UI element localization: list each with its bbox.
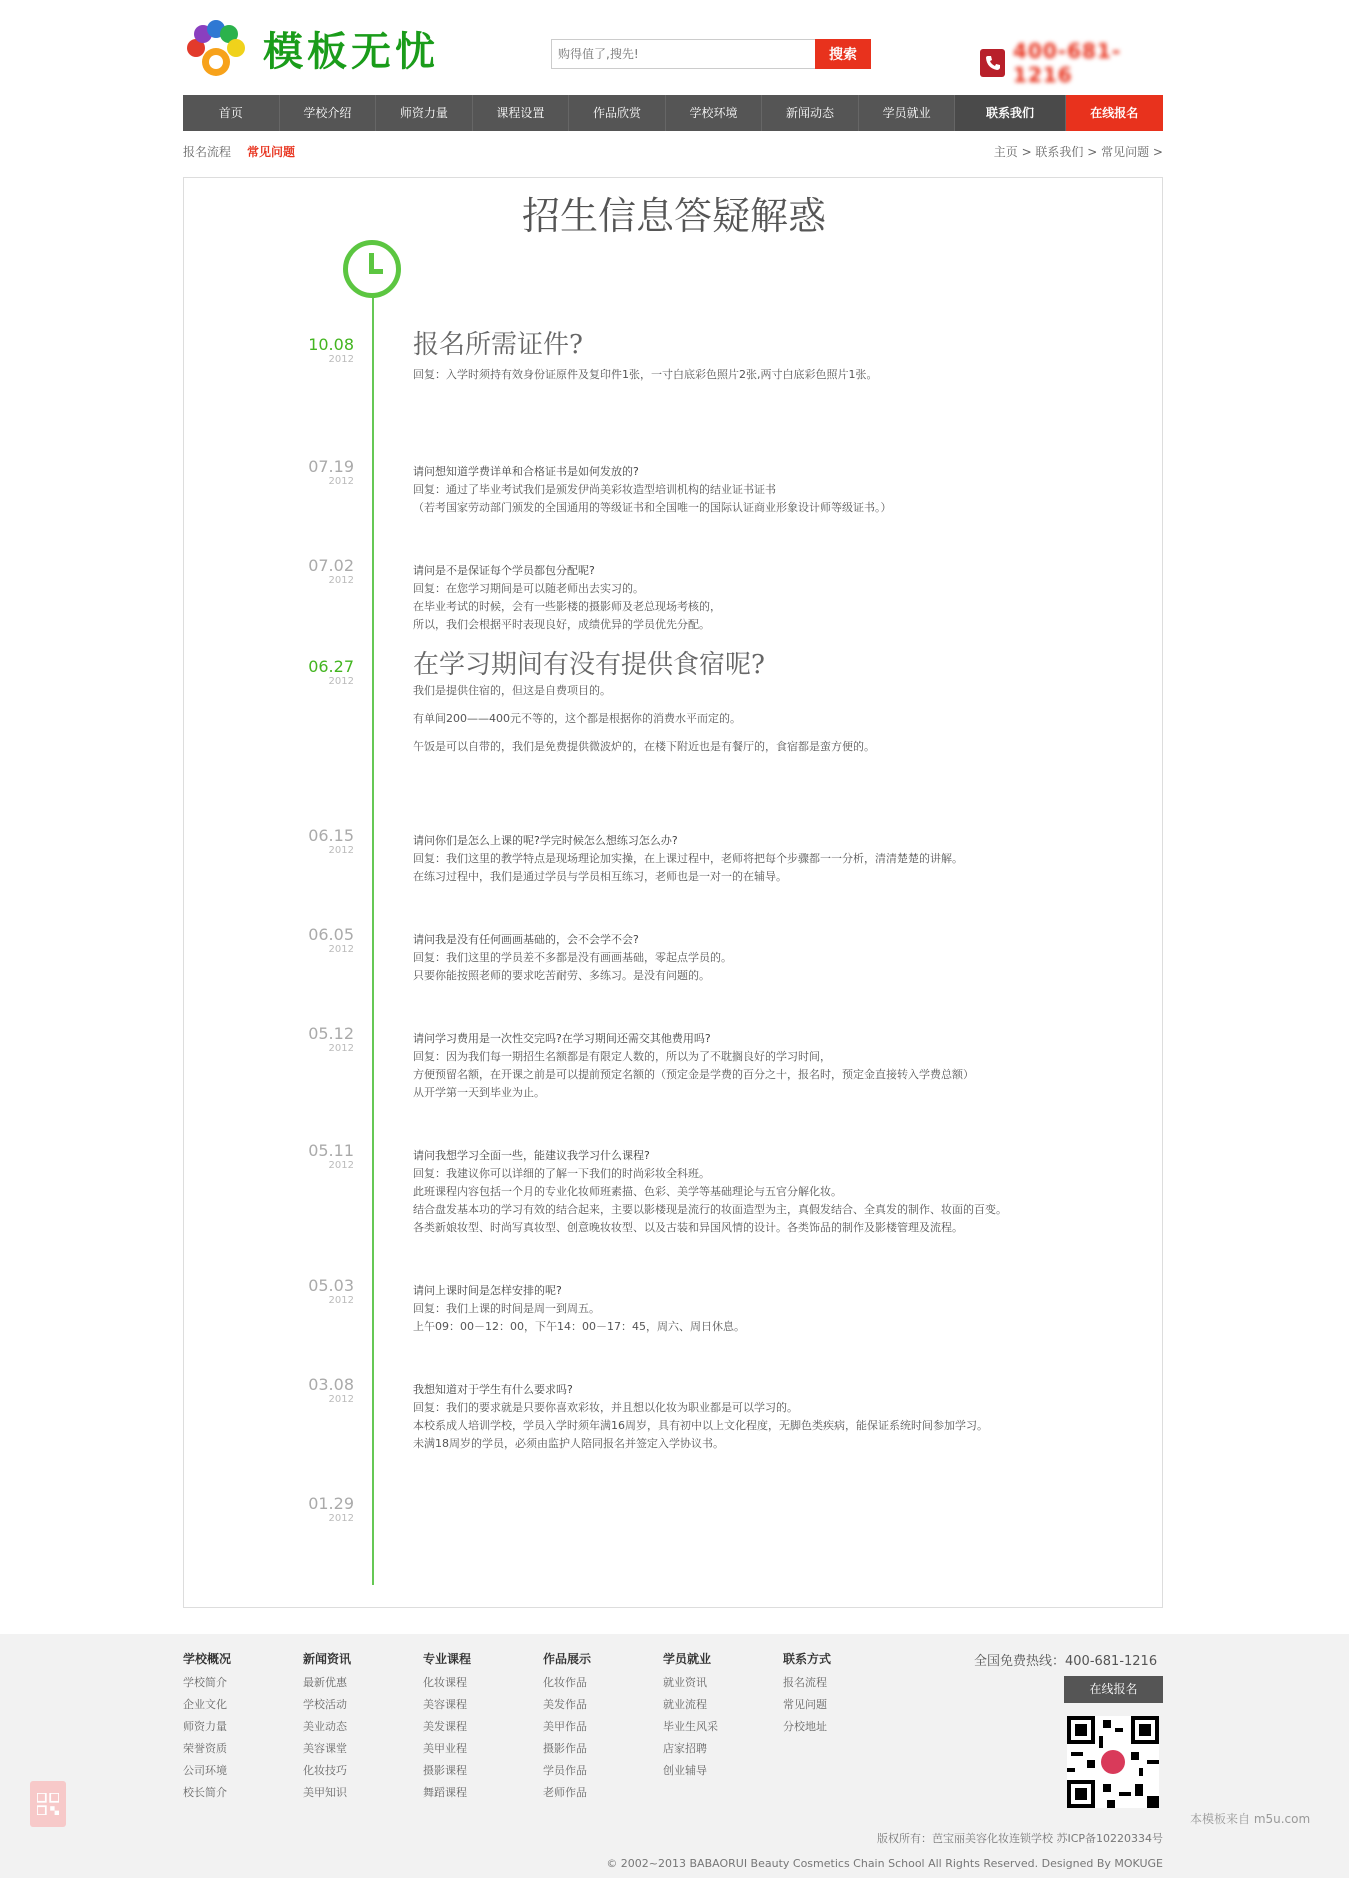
footer-link[interactable]: 舞蹈课程: [423, 1786, 467, 1799]
entry-question: 在学习期间有没有提供食宿呢?: [413, 650, 765, 680]
entry-line: 回复：我们这里的学员差不多都是没有画画基础，零起点学员的。: [413, 951, 732, 964]
footer-link[interactable]: 就业流程: [663, 1698, 707, 1711]
entry-date: [264, 658, 354, 688]
entry-content: [413, 931, 1103, 985]
footer-link[interactable]: 创业辅导: [663, 1764, 707, 1777]
entry-question: 请问上课时间是怎样安排的呢?: [413, 1284, 562, 1297]
entry-year: 2012: [328, 575, 354, 586]
entry-date: [264, 458, 354, 488]
entry-content: [413, 832, 1103, 886]
entry-day: 10.08: [308, 335, 354, 354]
entry-line: 从开学第一天到毕业为止。: [413, 1086, 545, 1099]
watermark: 本模板来自 m5u.com: [1190, 1812, 1311, 1826]
footer-link[interactable]: 美甲业程: [423, 1742, 467, 1755]
entry-line: 回复：我们的要求就是只要你喜欢彩妆，并且想以化妆为职业都是可以学习的。: [413, 1401, 798, 1414]
entry-line: 回复：我建议你可以详细的了解一下我们的时尚彩妆全科班。: [413, 1167, 710, 1180]
entry-line: 午饭是可以自带的，我们是免费提供微波炉的，在楼下附近也是有餐厅的，食宿都是蛮方便的。: [413, 740, 875, 753]
entry-year: 2012: [328, 676, 354, 687]
entry-line: 在练习过程中，我们是通过学员与学员相互练习，老师也是一对一的在辅导。: [413, 870, 787, 883]
entry-day: 01.29: [308, 1494, 354, 1513]
footer-col-title: 学校概况: [183, 1652, 232, 1666]
search-input[interactable]: [551, 39, 815, 69]
entry-line: 各类新娘妆型、时尚写真妆型、创意晚妆妆型、以及古装和异国风情的设计。各类饰品的制作及影楼管理及流程。: [413, 1221, 963, 1234]
entry-date: [264, 1277, 354, 1307]
footer-col-works: [543, 1650, 663, 1804]
logo[interactable]: [183, 18, 439, 78]
entry-year: 2012: [328, 1295, 354, 1306]
entry-year: 2012: [328, 476, 354, 487]
entry-question: 我想知道对于学生有什么要求吗?: [413, 1383, 573, 1396]
timeline-line: [372, 285, 374, 1585]
footer-link[interactable]: 企业文化: [183, 1698, 227, 1711]
entry-line: 回复：我们这里的教学特点是现场理论加实操，在上课过程中，老师将把每个步骤都一一分析，清清楚楚的讲解。: [413, 852, 963, 865]
page-title: 招生信息答疑解惑: [521, 194, 826, 238]
nav-contact[interactable]: 联系我们: [955, 95, 1065, 131]
entry-year: 2012: [328, 1160, 354, 1171]
nav-employment[interactable]: 学员就业: [859, 95, 956, 131]
entry-question: 请问想知道学费详单和合格证书是如何发放的?: [413, 465, 639, 478]
footer-link[interactable]: 美甲知识: [303, 1786, 347, 1799]
entry-content: [413, 1282, 1103, 1336]
entry-line: 回复：我们上课的时间是周一到周五。: [413, 1302, 600, 1315]
entry-day: 05.12: [308, 1024, 354, 1043]
nav-faculty[interactable]: 师资力量: [376, 95, 473, 131]
entry-line: 结合盘发基本功的学习有效的结合起来，主要以影楼现是流行的妆面造型为主，真假发结合、全真发的制作、妆面的百变。: [413, 1203, 1007, 1216]
entry-question: 请问学习费用是一次性交完吗?在学习期间还需交其他费用吗?: [413, 1032, 711, 1045]
footer-link[interactable]: 化妆技巧: [303, 1764, 347, 1777]
footer-link[interactable]: 校长简介: [183, 1786, 227, 1799]
nav-works[interactable]: 作品欣赏: [569, 95, 666, 131]
qr-code-icon: [1067, 1716, 1159, 1808]
entry-date: [264, 1025, 354, 1055]
entry-year: 2012: [328, 1513, 354, 1524]
copyright-line: © 2002~2013 BABAORUI Beauty Cosmetics Chain School All Rights Reserved. Designed By MOKUGE: [606, 1857, 1163, 1870]
sub-link-faq[interactable]: 常见问题: [247, 145, 296, 159]
entry-line: 回复：因为我们每一期招生名额都是有限定人数的，所以为了不耽搁良好的学习时间，: [413, 1050, 831, 1063]
entry-line: 方便预留名额，在开课之前是可以提前预定名额的（预定金是学费的百分之十，报名时，预定金直接转入学费总额）: [413, 1068, 974, 1081]
footer-col-title: 学员就业: [663, 1652, 712, 1666]
entry-content: [413, 328, 1103, 384]
phone-icon: [980, 49, 1005, 77]
footer-col-title: 作品展示: [543, 1652, 592, 1666]
entry-question: 报名所需证件?: [413, 330, 583, 360]
footer-link[interactable]: 分校地址: [783, 1720, 827, 1733]
entry-content: [413, 648, 1103, 766]
footer-col-courses: [423, 1650, 543, 1804]
entry-content: [413, 1030, 1103, 1102]
nav-environment[interactable]: 学校环境: [666, 95, 763, 131]
footer-columns: [183, 1650, 903, 1804]
entry-date: [264, 1495, 354, 1525]
footer-link[interactable]: 美容课堂: [303, 1742, 347, 1755]
sub-link-signup-process[interactable]: 报名流程: [183, 145, 232, 159]
footer-link[interactable]: 店家招聘: [663, 1742, 707, 1755]
footer-link[interactable]: 学校简介: [183, 1676, 227, 1689]
entry-line: 上午09：00－12：00，下午14：00－17：45，周六、周日休息。: [413, 1320, 745, 1333]
entry-day: 03.08: [308, 1375, 354, 1394]
nav-courses[interactable]: 课程设置: [473, 95, 570, 131]
nav-news[interactable]: 新闻动态: [762, 95, 859, 131]
footer-link[interactable]: 师资力量: [183, 1720, 227, 1733]
sub-bar: [183, 131, 1163, 171]
entry-line: 所以，我们会根据平时表现良好，成绩优异的学员优先分配。: [413, 618, 710, 631]
entry-content: [413, 463, 1103, 517]
entry-content: [413, 1381, 1103, 1453]
search-bar: [551, 39, 871, 69]
entry-year: 2012: [328, 354, 354, 365]
footer-link[interactable]: 美业动态: [303, 1720, 347, 1733]
entry-line: 未满18周岁的学员，必须由监护人陪同报名并签定入学协议书。: [413, 1437, 724, 1450]
footer-hotline: 全国免费热线：400-681-1216: [974, 1654, 1158, 1669]
entry-year: 2012: [328, 845, 354, 856]
footer-link[interactable]: 常见问题: [783, 1698, 827, 1711]
footer-col-contact: [783, 1650, 903, 1804]
footer-link[interactable]: 报名流程: [783, 1676, 827, 1689]
entry-line: 回复：在您学习期间是可以随老师出去实习的。: [413, 582, 644, 595]
entry-line: 本校系成人培训学校，学员入学时须年满16周岁，具有初中以上文化程度，无脚色类疾病，能保证系统时间参加学习。: [413, 1419, 988, 1432]
entry-year: 2012: [328, 944, 354, 955]
footer-link[interactable]: 化妆课程: [423, 1676, 467, 1689]
entry-line: 在毕业考试的时候，会有一些影楼的摄影师及老总现场考核的，: [413, 600, 721, 613]
entry-date: [264, 1376, 354, 1406]
footer-col-employment: [663, 1650, 783, 1804]
logo-text: 模板无忧: [263, 28, 439, 75]
footer-link[interactable]: 美发课程: [423, 1720, 467, 1733]
footer-link[interactable]: 美甲作品: [543, 1720, 587, 1733]
entry-content: [413, 1147, 1103, 1237]
side-qr-button[interactable]: [30, 1781, 66, 1827]
footer-link[interactable]: 摄影作品: [543, 1742, 587, 1755]
footer-col-title: 专业课程: [423, 1652, 472, 1666]
nav-school-intro[interactable]: 学校介绍: [280, 95, 377, 131]
entry-line: （若考国家劳动部门颁发的全国通用的等级证书和全国唯一的国际认证商业形象设计师等级证书。）: [413, 501, 892, 514]
search-button[interactable]: 搜索: [815, 39, 871, 69]
entry-date: [264, 336, 354, 366]
copyright-line: 版权所有：芭宝丽美容化妆连锁学校 苏ICP备10220334号: [876, 1832, 1163, 1845]
main-nav: [183, 95, 1163, 131]
phone-number: 400-681-1216: [1013, 39, 1122, 87]
entry-line: 此班课程内容包括一个月的专业化妆师班素描、色彩、美学等基础理论与五官分解化妆。: [413, 1185, 842, 1198]
entry-line: 有单间200——400元不等的，这个都是根据你的消费水平而定的。: [413, 712, 741, 725]
entry-year: 2012: [328, 1043, 354, 1054]
footer-link[interactable]: 老师作品: [543, 1786, 587, 1799]
footer-link[interactable]: 学员作品: [543, 1764, 587, 1777]
footer-col-title: 新闻资讯: [303, 1652, 352, 1666]
footer-link[interactable]: 学校活动: [303, 1698, 347, 1711]
footer-link[interactable]: 毕业生风采: [663, 1720, 718, 1733]
nav-online-signup[interactable]: 在线报名: [1066, 95, 1163, 131]
peacock-logo-icon: [183, 18, 249, 78]
footer-col-news: [303, 1650, 423, 1804]
footer-link[interactable]: 就业资讯: [663, 1676, 707, 1689]
entry-content: [413, 562, 1103, 634]
footer-signup-button[interactable]: 在线报名: [1064, 1676, 1163, 1703]
footer-link[interactable]: 最新优惠: [303, 1676, 347, 1689]
footer-link[interactable]: 美发作品: [543, 1698, 587, 1711]
entry-day: 06.15: [308, 826, 354, 845]
entry-day: 05.11: [308, 1141, 354, 1160]
entry-date: [264, 1142, 354, 1172]
entry-date: [264, 926, 354, 956]
footer-col-school: [183, 1650, 303, 1804]
entry-question: 请问是不是保证每个学员都包分配呢?: [413, 564, 595, 577]
entry-line: 回复：入学时须持有效身份证原件及复印件1张，一寸白底彩色照片2张,两寸白底彩色照片1张。: [413, 368, 878, 381]
entry-question: 请问我想学习全面一些，能建议我学习什么课程?: [413, 1149, 650, 1162]
entry-year: 2012: [328, 1394, 354, 1405]
entry-day: 07.19: [308, 457, 354, 476]
faq-panel: [183, 177, 1163, 1608]
footer-col-title: 联系方式: [783, 1652, 832, 1666]
entry-day: 07.02: [308, 556, 354, 575]
entry-line: 我们是提供住宿的，但这是自费项目的。: [413, 684, 611, 697]
footer-link[interactable]: 荣誉资质: [183, 1742, 227, 1755]
header: [183, 0, 1163, 95]
footer: [0, 1634, 1349, 1878]
entry-date: [264, 827, 354, 857]
nav-home[interactable]: 首页: [183, 95, 280, 131]
footer-link[interactable]: 摄影课程: [423, 1764, 467, 1777]
entry-day: 06.27: [308, 657, 354, 676]
breadcrumb[interactable]: 主页 > 联系我们 > 常见问题 >: [993, 145, 1163, 159]
entry-question: 请问你们是怎么上课的呢?学完时候怎么想练习怎么办?: [413, 834, 678, 847]
entry-line: 回复：通过了毕业考试我们是颁发伊尚美彩妆造型培训机构的结业证书证书: [413, 483, 776, 496]
qr-icon: [37, 1793, 59, 1815]
footer-link[interactable]: 美容课程: [423, 1698, 467, 1711]
sub-links: [183, 143, 311, 160]
footer-link[interactable]: 化妆作品: [543, 1676, 587, 1689]
clock-icon: [343, 240, 401, 298]
footer-link[interactable]: 公司环境: [183, 1764, 227, 1777]
phone-contact: [980, 39, 1163, 87]
entry-line: 只要你能按照老师的要求吃苦耐劳、多练习。是没有问题的。: [413, 969, 710, 982]
entry-day: 05.03: [308, 1276, 354, 1295]
entry-day: 06.05: [308, 925, 354, 944]
entry-date: [264, 557, 354, 587]
entry-question: 请问我是没有任何画画基础的，会不会学不会?: [413, 933, 639, 946]
